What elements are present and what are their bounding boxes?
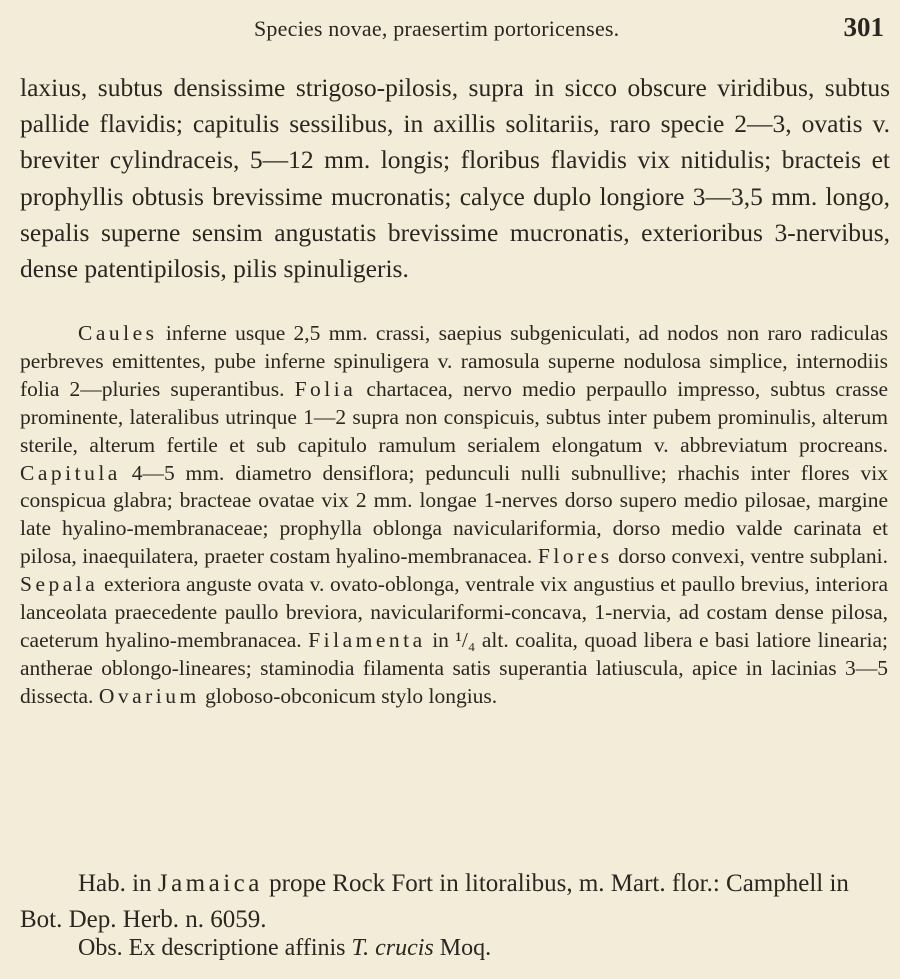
term-ovarium: Ovarium [98, 683, 200, 708]
folia-text: chartacea, nervo medio perpaullo impresso, subtus crasse prominente, lateralibus utrinque 1—2 supra non conspicuis, subtus inter pubem prominulis, alterum sterile, alterum fertile et sub capitulo ramulum serialem elongatum v. abbreviatum procreans. [20, 376, 889, 457]
obs-taxon: T. crucis [351, 935, 434, 961]
sepala-text: exteriora anguste ovata v. ovato-oblonga, ventrale vix angustius et paullo brevius, interiora lanceolata praecedente paullo breviora, naviculariformi-concava, 1-nervia, ad costam dense pilosa, caeterum hyalino-membranacea. [20, 572, 888, 652]
species-description [20, 320, 888, 711]
ovarium-text: globoso-obconicum stylo longius. [199, 683, 498, 708]
term-filamenta: Filamenta [308, 627, 426, 652]
habitat-place: Jamaica [157, 870, 263, 897]
page-number: 301 [843, 12, 884, 42]
caules-text: inferne usque 2,5 mm. crassi, saepius subgeniculati, ad nodos non raro radiculas perbreves emittentes, pube inferne spinuligera v. ramosula superne nodulosa simplice, internodiis folia 2—pluries superantibus. [20, 321, 888, 401]
term-sepala: Sepala [20, 572, 99, 597]
habitat-prefix: Hab. in [78, 870, 158, 897]
habitat-text: prope Rock Fort in litoralibus, m. Mart. flor.: Camphell in Bot. Dep. Herb. n. 6059. [20, 870, 849, 933]
filamenta-text: in ¹/₄ alt. coalita, quoad libera e basi latiore linearia; antherae oblongo-lineares; staminodia filamenta satis superantia latiuscula, apice in lacinias 3—5 dissecta. [20, 627, 889, 708]
term-flores: Flores [537, 544, 613, 569]
obs-suffix: Moq. [433, 935, 492, 961]
obs-prefix: Obs. Ex descriptione affinis [78, 935, 352, 961]
habitat-paragraph [20, 866, 890, 938]
term-caules: Caules [78, 321, 158, 345]
habitat-note [20, 866, 890, 938]
latin-diagnosis [20, 70, 890, 287]
description-paragraph [20, 320, 888, 711]
flores-text: dorso convexi, ventre subplani. [612, 544, 888, 569]
observation-note [78, 932, 491, 964]
page-header [20, 10, 888, 46]
running-title: Species novae, praesertim portoricenses. [254, 16, 620, 41]
term-capitula: Capitula [20, 460, 121, 485]
diagnosis-text: laxius, subtus densissime strigoso-pilosis, supra in sicco obscure viridibus, subtus pallide flavidis; capitulis sessilibus, in axillis solitariis, raro specie 2—3, ovatis v. breviter cylindraceis, 5—12 mm. longis; floribus flavidis vix nitidulis; bracteis et prophyllis obtusis brevissime mucronatis; calyce duplo longiore 3—3,5 mm. longo, sepalis superne sensim angustatis brevissime mucronatis, exterioribus 3-nervibus, dense patentipilosis, pilis spinuligeris. [20, 73, 890, 284]
capitula-text: 4—5 mm. diametro densiflora; pedunculi nulli subnullive; rhachis inter flores vix conspicua glabra; bracteae ovatae vix 2 mm. longae 1-nerves dorso supero medio pilosae, margine late hyalino-membranaceae; prophylla oblonga naviculariformia, dorso medio valde carinata et pilosa, inaequilatera, praeter costam hyalino-membranacea. [20, 460, 888, 569]
term-folia: Folia [294, 376, 357, 401]
